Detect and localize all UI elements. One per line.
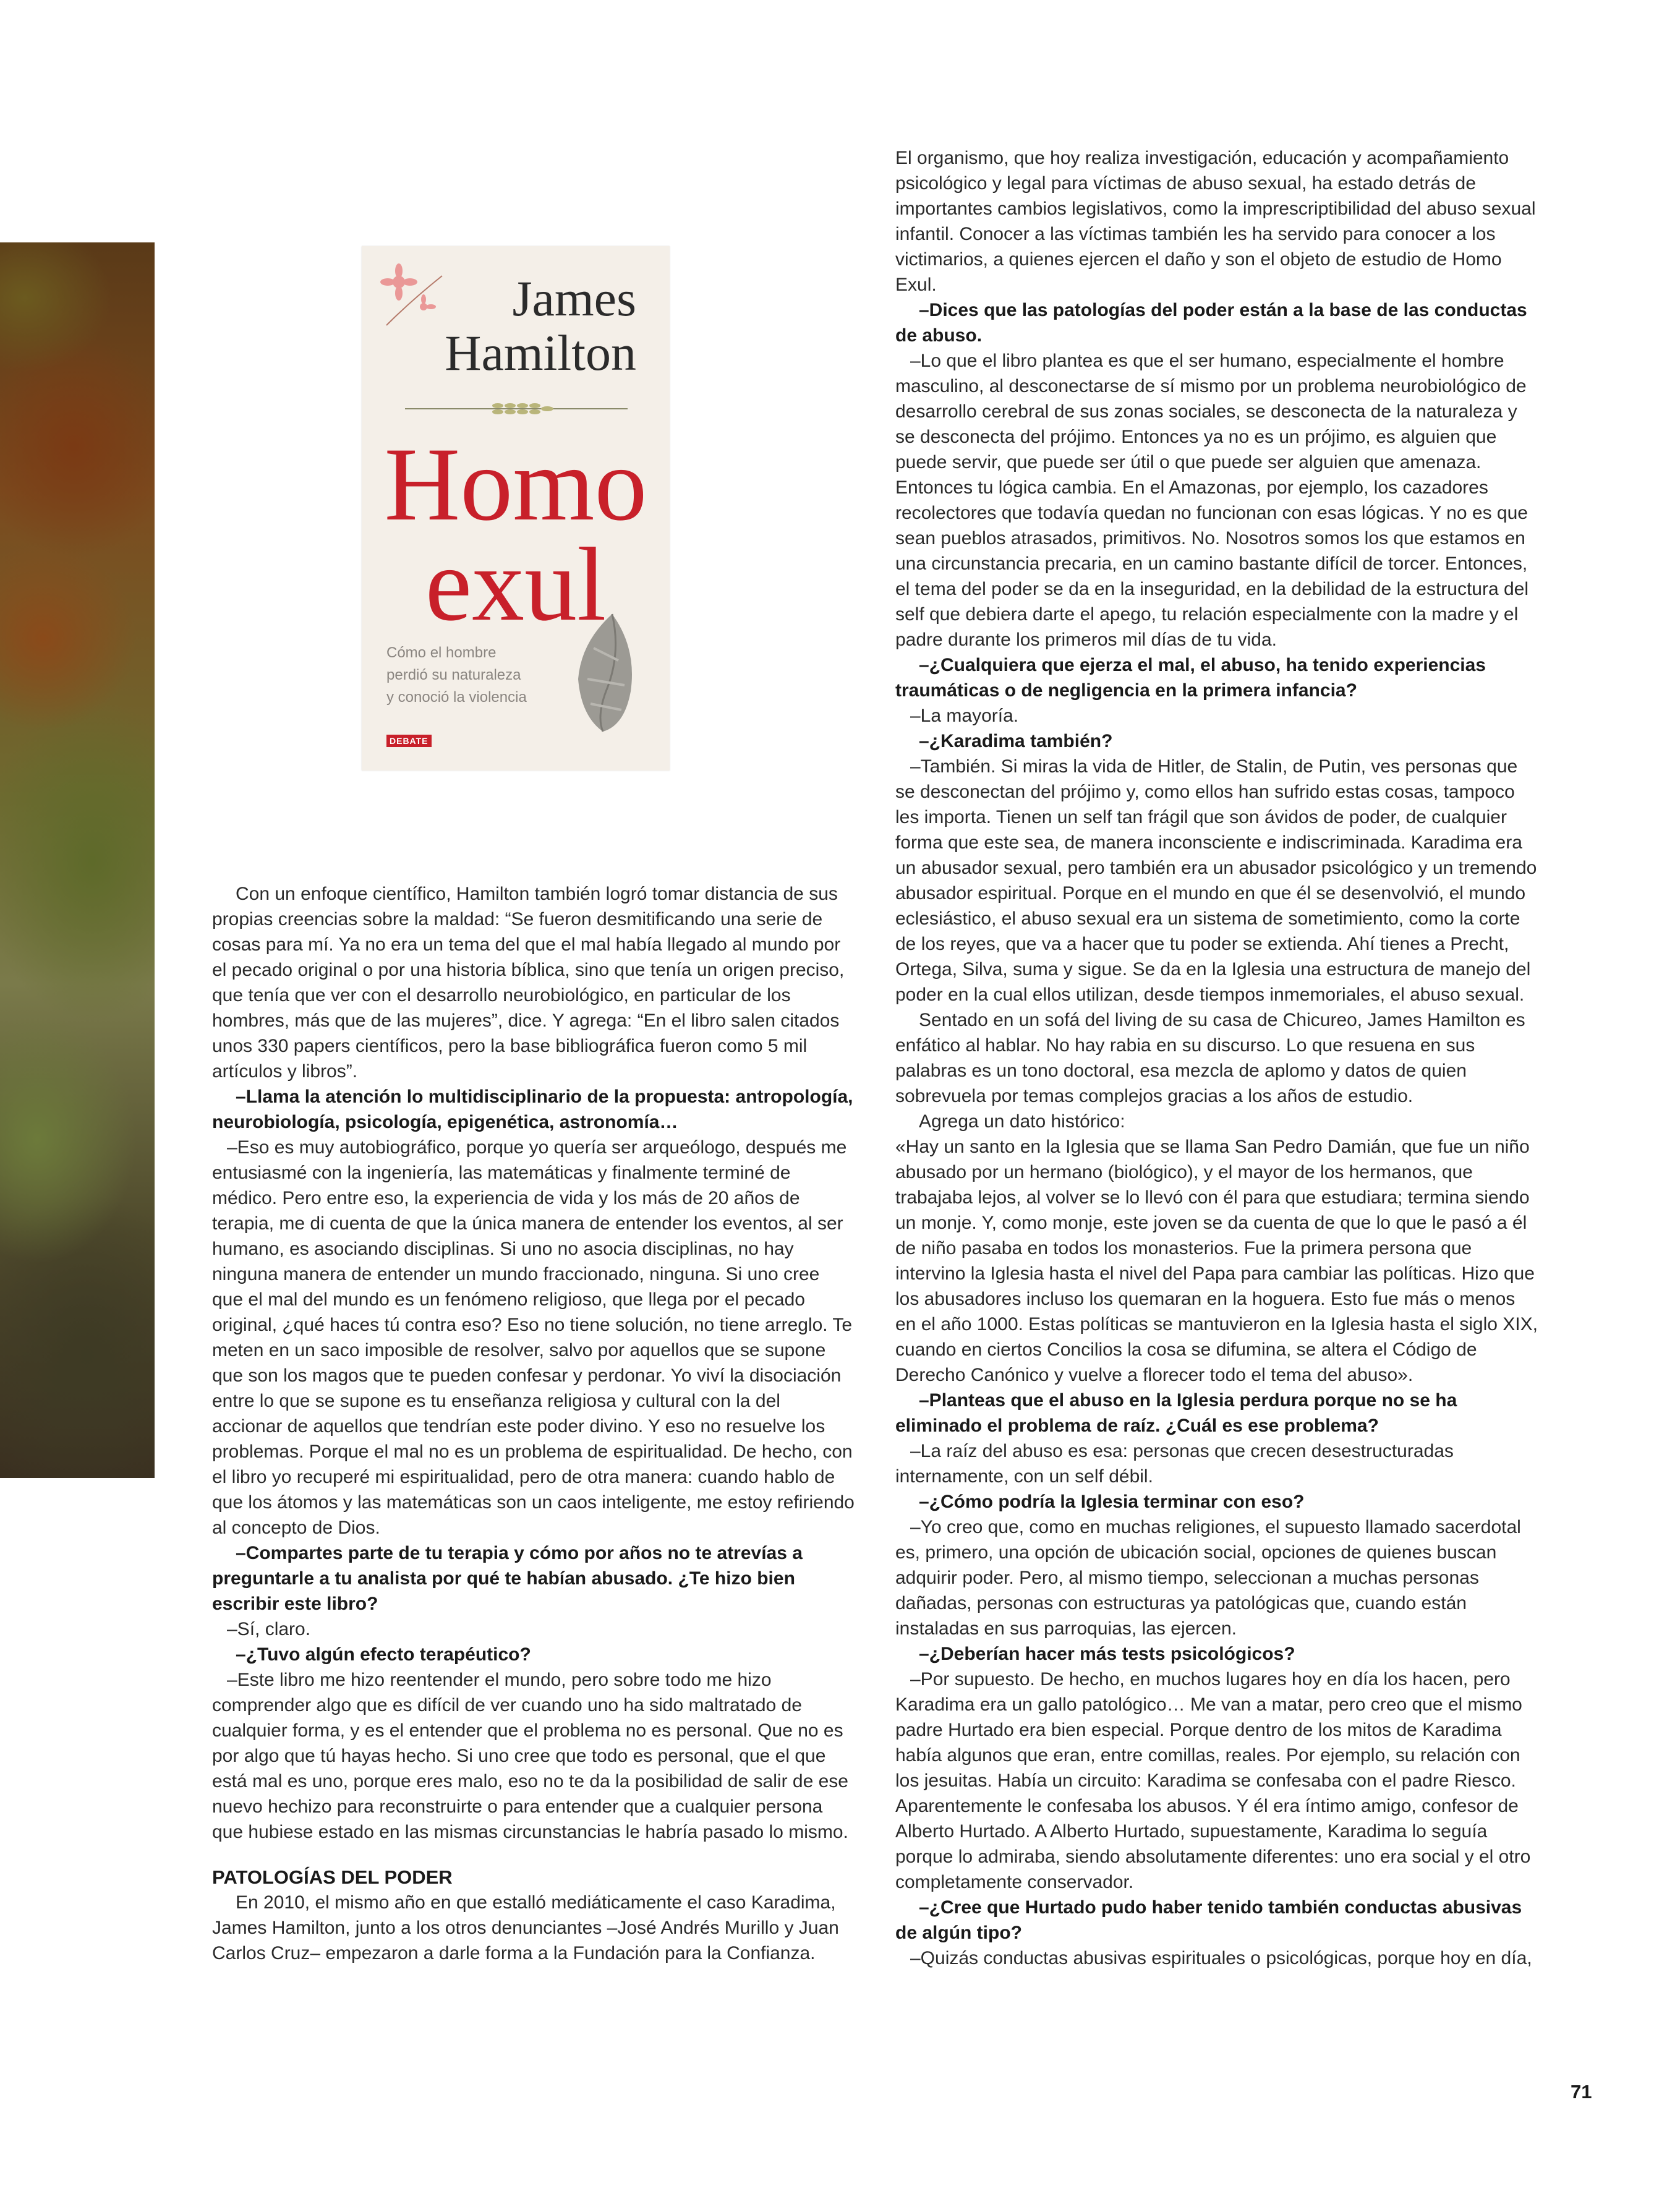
- interview-answer: –Lo que el libro plantea es que el ser humano, especialmente el hombre masculino, al desconectarse de sí mismo por un problema neurobiológico de desarrollo cerebral de sus zonas sociales, se desconecta de la naturaleza y se desconecta del prójimo. Entonces ya no es un prójimo, es alguien que puede servir, que puede ser útil o que puede ser alguien que amenaza. Entonces tu lógica cambia. En el Amazonas, por ejemplo, los cazadores recolectores que todavía quedan no funcionan con esas lógicas. Y no es que sean pueblos atrasados, primitivos. No. Nosotros somos los que estamos en una circunstancia precaria, en un camino bastante difícil de torcer. Entonces, el tema del poder se da en la inseguridad, en la debilidad de la estructura del self que debiera darte el apego, tu relación especialmente con la madre y el padre durante los primeros mil días de tu vida.: [895, 351, 1529, 650]
- paragraph: En 2010, el mismo año en que estalló mediáticamente el caso Karadima, James Hamilton, junto a los otros denunciantes –José Andrés Murillo y Juan Carlos Cruz– empezaron a darle forma a la Fundación para la Confianza.: [212, 1892, 839, 1963]
- interview-question: –¿Karadima también?: [919, 731, 1113, 751]
- interview-question: –Llama la atención lo multidisciplinario de la propuesta: antropología, neurobiología, psicología, epigenética, astronomía…: [212, 1087, 853, 1132]
- interview-question: –¿Cree que Hurtado pudo haber tenido también conductas abusivas de algún tipo?: [895, 1897, 1522, 1943]
- interview-question: –Compartes parte de tu terapia y cómo por años no te atrevías a preguntarle a tu analista por qué te habían abusado. ¿Te hizo bien escribir este libro?: [212, 1543, 803, 1614]
- book-subtitle-line: y conoció la violencia: [386, 689, 527, 706]
- publisher-logo: DEBATE: [386, 735, 432, 747]
- interview-question: –Planteas que el abuso en la Iglesia perdura porque no se ha eliminado el problema de raíz. ¿Cuál es ese problema?: [895, 1390, 1457, 1436]
- interview-answer: –Sí, claro.: [227, 1619, 311, 1639]
- book-subtitle-line: perdió su naturaleza: [386, 667, 521, 683]
- page-number: 71: [1571, 2081, 1592, 2103]
- interview-answer: –También. Si miras la vida de Hitler, de Stalin, de Putin, ves personas que se desconectan del prójimo y, como ellos han sufrido estas cosas, tampoco les importa. Tienen un self tan frágil que son ávidos de poder, de cualquier forma que este sea, de manera inconsciente e indiscriminada. Karadima era un abusador sexual, pero también era un abusador psicológico y un tremendo abusador espiritual. Porque en el mundo en que él se desenvolvió, el mundo eclesiástico, el abuso sexual era un sistema de sometimiento, como la corte de los reyes, que va a hacer que tu poder se extienda. Ahí tienes a Precht, Ortega, Silva, suma y sigue. Se da en la Iglesia una estructura de manejo del poder en la cual ellos utilizan, desde tiempos inmemoriales, el abuso sexual.: [895, 756, 1537, 1005]
- interview-question: –¿Tuvo algún efecto terapéutico?: [236, 1644, 531, 1665]
- stone-arrowhead-icon: [569, 611, 643, 735]
- book-title-line1: Homo: [384, 426, 647, 542]
- paragraph: Sentado en un sofá del living de su casa de Chicureo, James Hamilton es enfático al hablar. No hay rabia en su discurso. Lo que resuena en sus palabras es un tono doctoral, esa mezcla de aplomo y datos de quien sobrevuela por temas complejos gracias a los años de estudio.: [895, 1010, 1525, 1106]
- paragraph: Agrega un dato histórico:: [919, 1111, 1125, 1132]
- book-cover-image: [362, 246, 670, 771]
- interview-answer: –La mayoría.: [910, 706, 1019, 726]
- left-article-column: [212, 881, 855, 1966]
- book-subtitle-line: Cómo el hombre: [386, 644, 497, 661]
- interview-question: –Dices que las patologías del poder están a la base de las conductas de abuso.: [895, 300, 1527, 346]
- interview-answer: –Quizás conductas abusivas espirituales o psicológicas, porque hoy en día,: [910, 1948, 1532, 1968]
- interview-answer: –Eso es muy autobiográfico, porque yo quería ser arqueólogo, después me entusiasmé con la ingeniería, las matemáticas y finalmente terminé de médico. Pero entre eso, la experiencia de vida y los más de 20 años de terapia, me di cuenta de que la única manera de entender los eventos, al ser humano, es asociando disciplinas. Si uno no asocia disciplinas, no hay ninguna manera de entender un mundo fraccionado, ninguna. Si uno cree que el mal del mundo es un fenómeno religioso, que llega por el pecado original, ¿qué haces tú contra eso? Eso no tiene solución, no tiene arreglo. Te meten en un saco imposible de resolver, salvo por aquellos que se supone que son los magos que te pueden confesar y perdonar. Yo viví la disociación entre lo que se supone es tu enseñanza religiosa y cultural con la del accionar de aquellos que tendrían este poder divino. Y eso no resuelve los problemas. Porque el mal no es un problema de espiritualidad. De hecho, con el libro yo recuperé mi espiritualidad, pero de otra manera: cuando hablo de que los átomos y las matemáticas son un caos inteligente, me estoy refiriendo al concepto de Dios.: [212, 1137, 855, 1538]
- book-subtitle: [386, 642, 529, 709]
- book-author-first: James: [512, 270, 636, 327]
- interview-answer: –Yo creo que, como en muchas religiones, el supuesto llamado sacerdotal es, primero, una opción de ubicación social, opciones de quienes buscan adquirir poder. Pero, al mismo tiempo, seleccionan a muchas personas dañadas, personas con estructuras ya patológicas que, cuando están instaladas en sus parroquias, las ejercen.: [895, 1517, 1521, 1639]
- wheat-icon: [405, 399, 628, 418]
- interview-answer: –La raíz del abuso es esa: personas que crecen desestructuradas internamente, con un self débil.: [895, 1441, 1454, 1487]
- book-title-line2: exul: [425, 526, 607, 643]
- interview-answer: –Por supuesto. De hecho, en muchos lugares hoy en día los hacen, pero Karadima era un gallo patológico… Me van a matar, pero creo que el mismo padre Hurtado era bien especial. Porque dentro de los mitos de Karadima había algunos que eran, entre comillas, reales. Por ejemplo, su relación con los jesuitas. Había un circuito: Karadima se confesaba con el padre Riesco. Aparentemente le confesaba los abusos. Y él era íntimo amigo, confesor de Alberto Hurtado. A Alberto Hurtado, supuestamente, Karadima lo seguía porque lo admiraba, siendo absolutamente diferentes: uno era social y el otro completamente conservador.: [895, 1669, 1531, 1892]
- paragraph: El organismo, que hoy realiza investigación, educación y acompañamiento psicológico y legal para víctimas de abuso sexual, ha estado detrás de importantes cambios legislativos, como la imprescriptibilidad del abuso sexual infantil. Conocer a las víctimas también les ha servido para conocer a los victimarios, a quienes ejercen el daño y son el objeto de estudio de Homo Exul.: [895, 148, 1536, 295]
- section-heading: PATOLOGÍAS DEL PODER: [212, 1866, 453, 1888]
- paragraph: Con un enfoque científico, Hamilton también logró tomar distancia de sus propias creencias sobre la maldad: “Se fueron desmitificando una serie de cosas para mí. Ya no era un tema del que el mal había llegado al mundo por el pecado original o por una historia bíblica, sino que tenía un origen preciso, que tenía que ver con el desarrollo neurobiológico, en particular de los hombres, más que de las mujeres”, dice. Y agrega: “En el libro salen citados unos 330 papers científicos, pero la base bibliográfica fueron como 5 mil artículos y libros”.: [212, 884, 845, 1082]
- right-article-column: [895, 145, 1538, 1971]
- interview-question: –¿Deberían hacer más tests psicológicos?: [919, 1644, 1295, 1664]
- book-author-last: Hamilton: [445, 325, 636, 381]
- interview-question: –¿Cualquiera que ejerza el mal, el abuso, ha tenido experiencias traumáticas o de negligencia en la primera infancia?: [895, 655, 1486, 701]
- autumn-leaves-photo: [0, 242, 155, 1478]
- quote-paragraph: «Hay un santo en la Iglesia que se llama San Pedro Damián, que fue un niño abusado por un hermano (biológico), y el mayor de los hermanos, que trabajaba lejos, al volver se lo llevó con él para que estudiara; termina siendo un monje. Y, como monje, este joven se da cuenta de que lo que le pasó a él de niño pasaba en todos los monasterios. Fue la primera persona que intervino la Iglesia hasta el nivel del Papa para cambiar las políticas. Hizo que los abusadores incluso los quemaran en la hoguera. Esto fue más o menos en el año 1000. Estas políticas se mantuvieron en la Iglesia hasta el siglo XIX, cuando en ciertos Concilios la cosa se difumina, se altera el Código de Derecho Canónico y vuelve a florecer todo el tema del abuso».: [895, 1137, 1538, 1385]
- interview-question: –¿Cómo podría la Iglesia terminar con eso?: [919, 1492, 1305, 1512]
- interview-answer: –Este libro me hizo reentender el mundo, pero sobre todo me hizo comprender algo que es difícil de ver cuando uno ha sido maltratado de cualquier forma, y es el entender que el problema no es personal. Que no es por algo que tú hayas hecho. Si uno cree que todo es personal, que el que está mal es uno, porque eres malo, eso no te da la posibilidad de salir de ese nuevo hechizo para reconstruirte o para entender que a cualquier persona que hubiese estado en las mismas circunstancias le habría pasado lo mismo.: [212, 1670, 848, 1842]
